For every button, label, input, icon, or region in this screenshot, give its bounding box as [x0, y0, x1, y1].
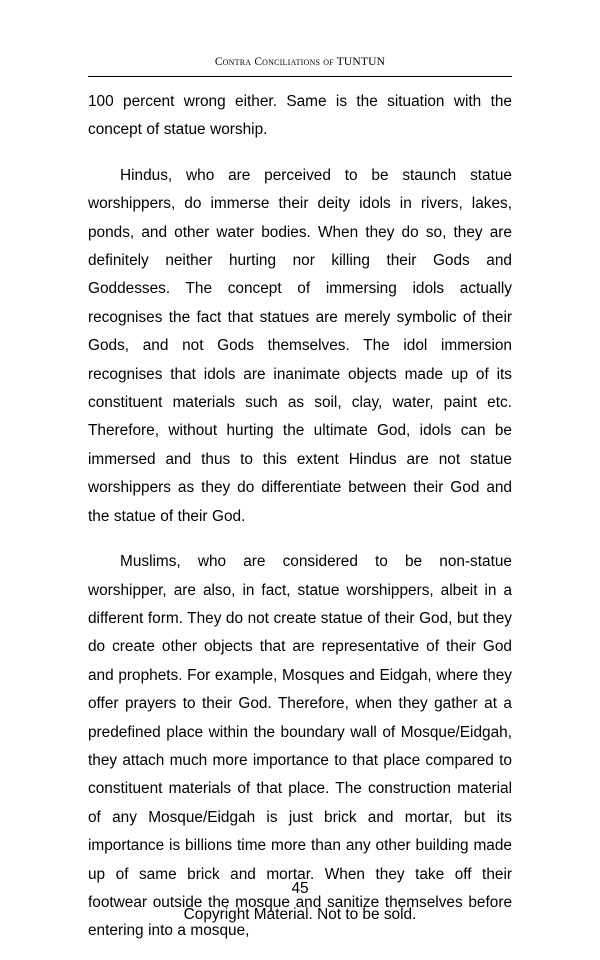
page-body — [88, 88, 512, 946]
paragraph: Muslims, who are considered to be non-statue worshipper, are also, in fact, statue worshippers, albeit in a different form. They do not create statue of their God, but they do create other objects that are representative of their God and prophets. For example, Mosques and Eidgah, where they offer prayers to their God. Therefore, when they gather at a predefined place within the boundary wall of Mosque/Eidgah, they attach much more importance to that place compared to constituent materials of that place. The construction material of any Mosque/Eidgah is just brick and mortar, but its importance is billions time more than any other building made up of same brick and mortar. When they take off their footwear outside the mosque and sanitize themselves before entering into a mosque, — [88, 553, 512, 940]
paragraph: Hindus, who are perceived to be staunch statue worshippers, do immerse their deity idols in rivers, lakes, ponds, and other water bodies. When they do so, they are definitely neither hurting nor killing their Gods and Goddesses. The concept of immersing idols actually recognises the fact that statues are merely symbolic of their Gods, and not Gods themselves. The idol immersion recognises that idols are inanimate objects made up of its constituent materials such as soil, clay, water, paint etc. Therefore, without hurting the ultimate God, idols can be immersed and thus to this extent Hindus are not statue worshippers as they do differentiate between their God and the statue of their God. — [88, 166, 512, 525]
page-header — [88, 56, 512, 68]
paragraph: 100 percent wrong either. Same is the situation with the concept of statue worship. — [88, 93, 512, 139]
running-title: Contra Conciliations of TUNTUN — [214, 56, 386, 68]
page-number: 45 — [291, 880, 309, 897]
copyright-notice: Copyright Material. Not to be sold. — [183, 906, 417, 923]
header-divider — [88, 76, 512, 77]
